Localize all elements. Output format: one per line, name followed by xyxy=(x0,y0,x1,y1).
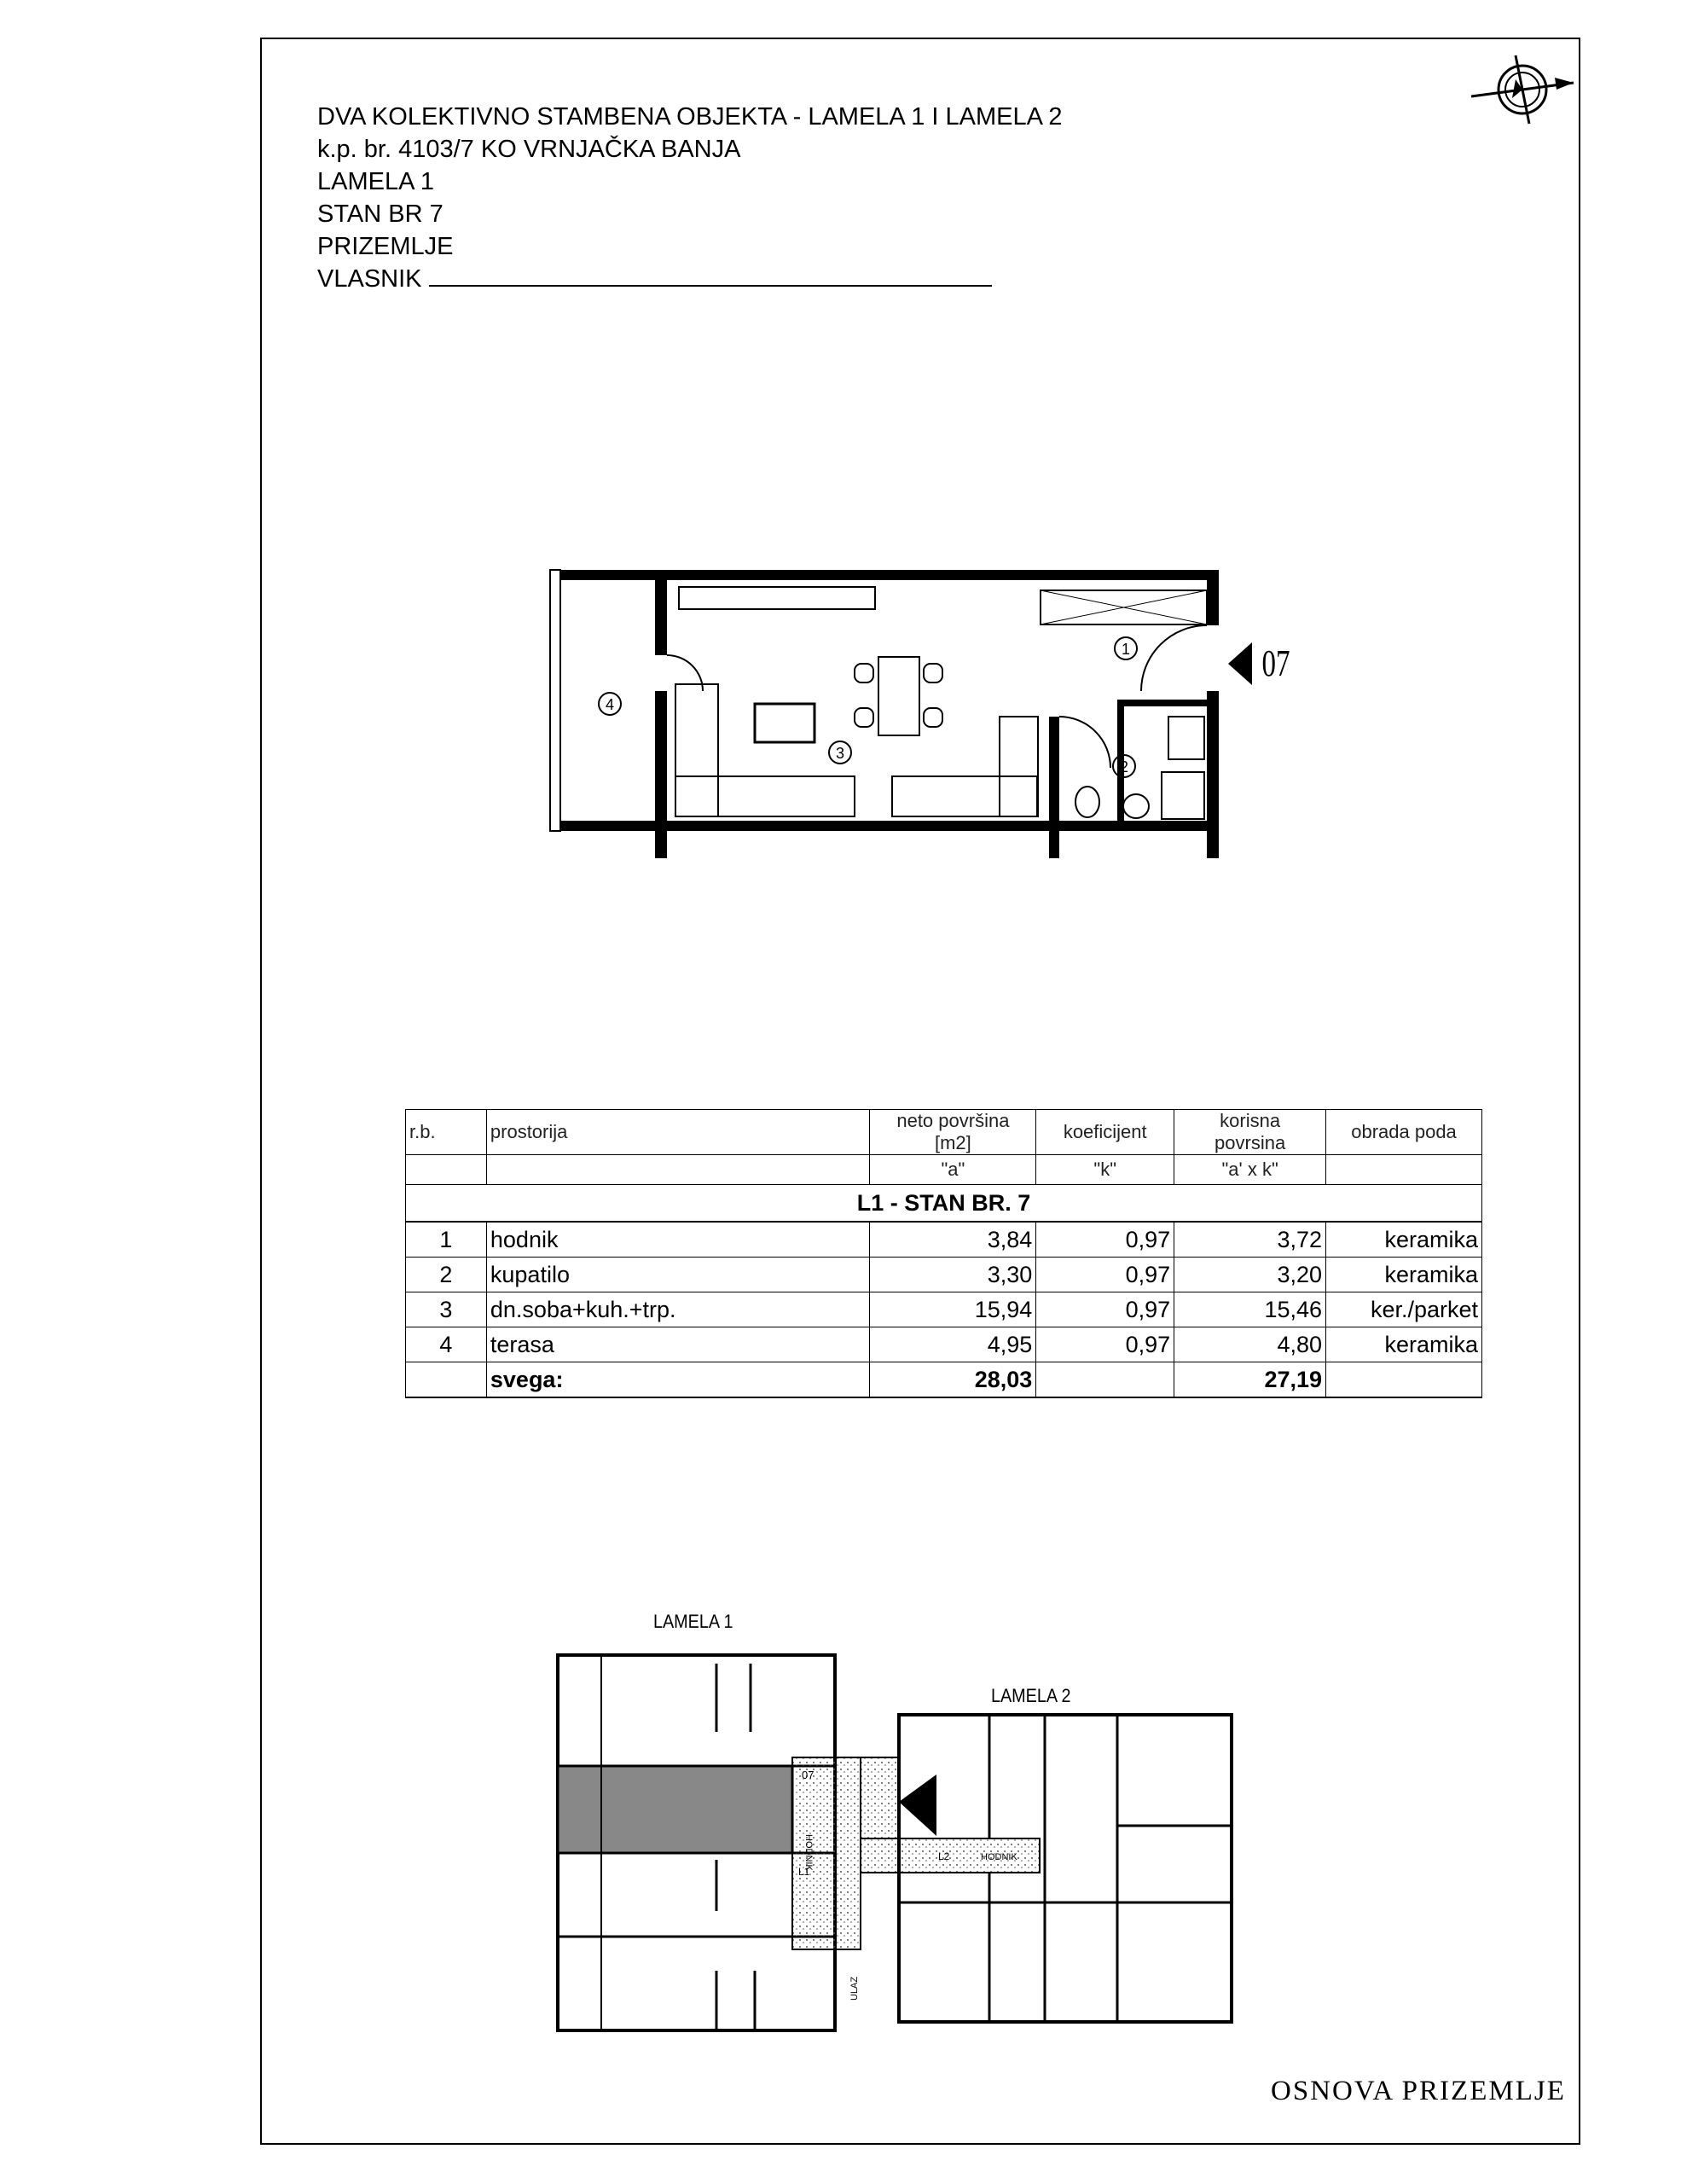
kitchen-counter xyxy=(892,776,1037,816)
formula-axk: "a' x k" xyxy=(1174,1155,1326,1185)
coffee-table xyxy=(755,704,815,742)
fridge xyxy=(1000,717,1038,816)
owner-label: VLASNIK xyxy=(317,265,422,293)
wall-segment xyxy=(655,691,667,858)
col-coef: koeficijent xyxy=(1036,1110,1174,1155)
marker-arrow-icon xyxy=(1228,642,1252,685)
area-table xyxy=(405,1109,1482,1398)
entrance-door xyxy=(1141,625,1207,691)
owner-row xyxy=(317,263,1063,295)
room-marker xyxy=(1115,637,1137,659)
wall-segment xyxy=(1207,570,1219,625)
ground-floor-plan xyxy=(546,1604,1245,2048)
table-row: 3 dn.soba+kuh.+trp. 15,94 0,97 15,46 ker./parket xyxy=(406,1292,1482,1327)
room-number: 4 xyxy=(605,696,615,713)
col-useful-line1: korisna xyxy=(1220,1110,1281,1131)
north-arrow-icon xyxy=(1463,47,1582,132)
total-useful: 27,19 xyxy=(1174,1362,1326,1398)
entrance-label: ULAZ xyxy=(849,1976,860,2001)
col-floor: obrada poda xyxy=(1326,1110,1482,1155)
wall-segment xyxy=(1207,691,1219,858)
total-label: svega: xyxy=(486,1362,870,1398)
lamela1-label: LAMELA 1 xyxy=(653,1612,733,1633)
terrace-door xyxy=(667,655,703,691)
formula-a: "a" xyxy=(870,1155,1036,1185)
parcel-number: k.p. br. 4103/7 KO VRNJAČKA BANJA xyxy=(317,136,741,163)
shelf xyxy=(679,587,875,609)
dining-table xyxy=(878,657,919,735)
total-net: 28,03 xyxy=(870,1362,1036,1398)
room-number: 1 xyxy=(1121,641,1131,658)
wall-segment xyxy=(655,570,667,655)
unit-label: 07 xyxy=(1261,642,1290,684)
col-net-line1: neto površina xyxy=(896,1110,1010,1131)
sofa xyxy=(675,776,855,816)
col-room: prostorija xyxy=(486,1110,870,1155)
bathroom-door xyxy=(1059,717,1110,768)
col-useful-line2: povrsina xyxy=(1215,1132,1286,1153)
l2-label: L2 xyxy=(938,1850,950,1862)
apartment-plan xyxy=(529,563,1296,904)
table-title: L1 - STAN BR. 7 xyxy=(406,1185,1482,1223)
sink xyxy=(1123,794,1149,818)
terrace-railing xyxy=(550,570,560,831)
top-wall xyxy=(550,570,1215,580)
sofa xyxy=(675,684,718,816)
room-marker xyxy=(599,693,621,715)
bathroom-wall xyxy=(1117,700,1211,706)
floor-label: PRIZEMLJE xyxy=(317,233,454,260)
project-title: DVA KOLEKTIVNO STAMBENA OBJEKTA - LAMELA 1 I LAMELA 2 xyxy=(317,103,1063,131)
room-number: 3 xyxy=(835,745,845,762)
table-row: 4 terasa 4,95 0,97 4,80 keramika xyxy=(406,1327,1482,1362)
title-block xyxy=(317,101,1063,295)
partition-wall xyxy=(1049,717,1059,858)
corridor-label-1: HODNIK xyxy=(803,1834,814,1871)
formula-k: "k" xyxy=(1036,1155,1174,1185)
lamela2-label: LAMELA 2 xyxy=(991,1686,1071,1707)
apartment-label: STAN BR 7 xyxy=(317,200,443,228)
stair-icon xyxy=(899,1774,936,1836)
col-net-line2: [m2] xyxy=(934,1132,971,1153)
toilet xyxy=(1075,787,1099,817)
unit-marker xyxy=(1228,642,1295,685)
lamella-label: LAMELA 1 xyxy=(317,168,435,195)
room-number: 2 xyxy=(1119,758,1129,775)
room-marker xyxy=(1113,755,1135,777)
washing-machine xyxy=(1168,717,1204,759)
apartment-7-highlight xyxy=(558,1766,792,1853)
table-row: 2 kupatilo 3,30 0,97 3,20 keramika xyxy=(406,1258,1482,1292)
corridor-l1 xyxy=(792,1757,861,1949)
l1-label: L1 xyxy=(798,1866,810,1878)
col-net xyxy=(870,1110,1036,1155)
sheet-title: OSNOVA PRIZEMLJE xyxy=(1271,2076,1566,2106)
room-marker xyxy=(829,741,851,764)
corridor-label-2: HODNIK xyxy=(981,1852,1017,1862)
col-rb: r.b. xyxy=(406,1110,487,1155)
owner-signature-line xyxy=(429,264,992,287)
unit-mark-07: 07 xyxy=(802,1769,815,1781)
bottom-wall xyxy=(550,821,1215,831)
total-row xyxy=(406,1362,1482,1398)
col-useful xyxy=(1174,1110,1326,1155)
table-row: 1 hodnik 3,84 0,97 3,72 keramika xyxy=(406,1222,1482,1258)
shower xyxy=(1162,772,1204,819)
